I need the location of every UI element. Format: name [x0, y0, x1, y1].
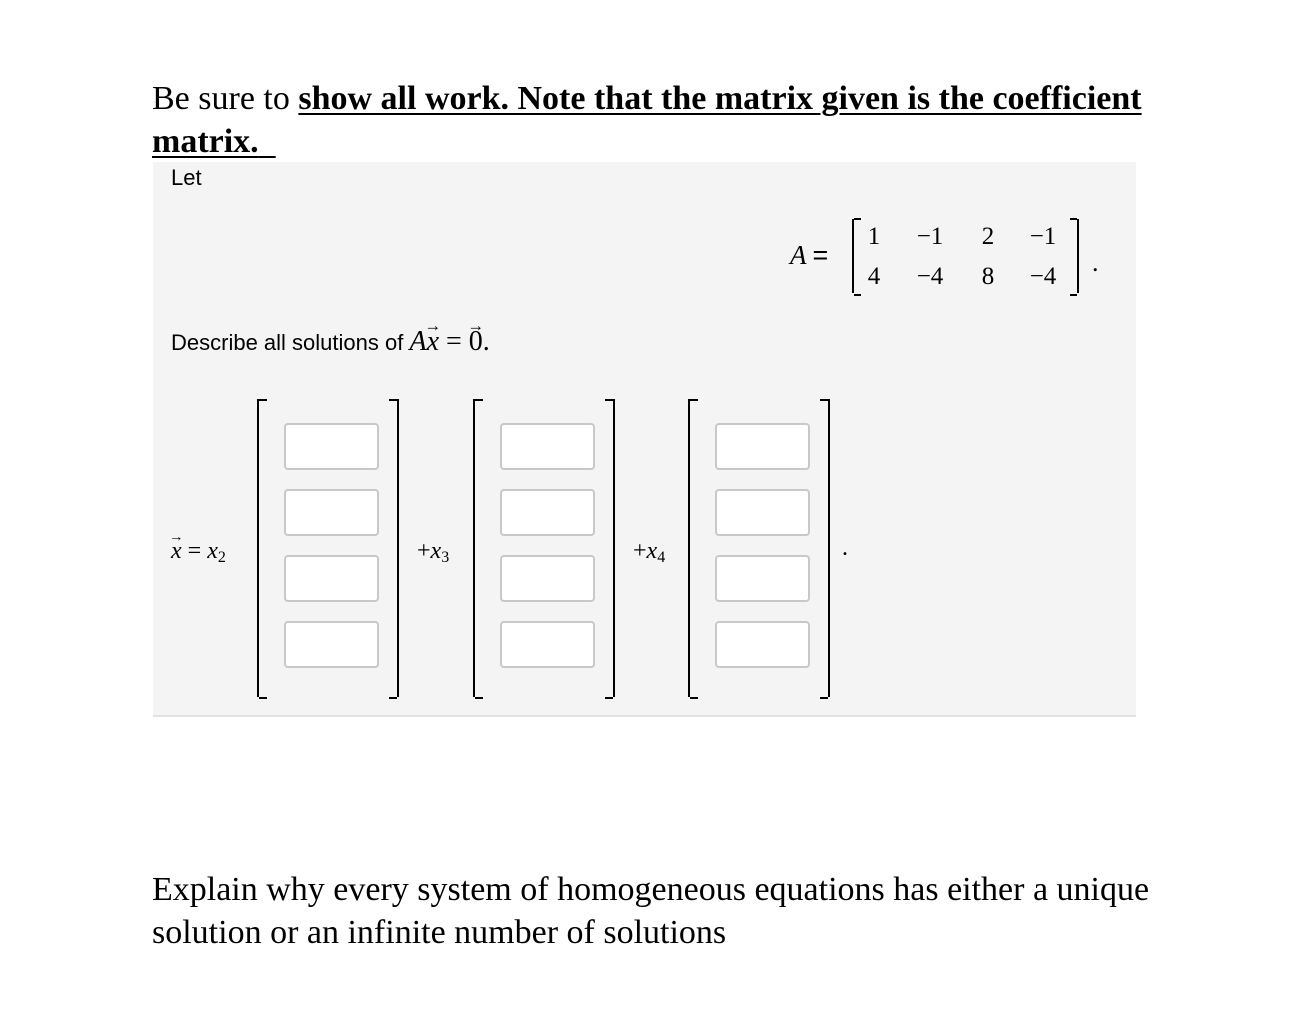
solution-vector-1: [257, 399, 399, 697]
answer-box[interactable]: [284, 555, 379, 602]
answer-box[interactable]: [500, 423, 595, 470]
matrix-cell: −4: [1029, 263, 1057, 290]
instructions-trailing-underline: [259, 123, 276, 160]
answer-box[interactable]: [715, 489, 810, 536]
matrix-cell: −4: [916, 263, 944, 290]
matrix-period: .: [1092, 248, 1099, 277]
matrix-a: [852, 219, 1079, 293]
instructions-text: Be sure to show all work. Note that the matrix given is the coefficient matrix.: [152, 80, 1142, 160]
answer-box[interactable]: [715, 621, 810, 668]
vector-x: x →: [427, 326, 439, 358]
matrix-cell: −1: [916, 223, 944, 250]
answer-box[interactable]: [284, 621, 379, 668]
plus-x4-label: $+x_4$: [633, 538, 666, 566]
describe-prompt: Describe all solutions of Ax → = 0 →.: [171, 326, 490, 358]
problem-panel: [153, 162, 1136, 717]
solution-lhs: x → = $x_2$: [171, 538, 226, 567]
matrix-name: A: [790, 240, 807, 270]
answer-box[interactable]: [284, 489, 379, 536]
explain-question: Explain why every system of homogeneous equations has either a unique solution or an infinite number of solutions: [152, 871, 1150, 951]
answer-box[interactable]: [500, 489, 595, 536]
plus-x3-label: $+x_3$: [417, 538, 450, 566]
matrix-cell: 2: [981, 223, 995, 250]
matrix-cell: 1: [867, 223, 881, 250]
answer-box[interactable]: [715, 423, 810, 470]
matrix-cell: 8: [981, 263, 995, 290]
zero-vector: 0 →: [469, 326, 483, 358]
answer-box[interactable]: [715, 555, 810, 602]
matrix-cell: −1: [1029, 223, 1057, 250]
answer-box[interactable]: [500, 555, 595, 602]
let-label: Let: [171, 165, 202, 190]
solution-vector-2: [473, 399, 615, 697]
matrix-cell: 4: [867, 263, 881, 290]
instructions-emphasis: show all work. Note that the matrix given is the coefficient matrix.: [152, 80, 1142, 160]
answer-box[interactable]: [500, 621, 595, 668]
equals-sign: =: [812, 240, 829, 270]
solution-vector-3: [688, 399, 830, 697]
answer-box[interactable]: [284, 423, 379, 470]
solution-period: .: [842, 535, 848, 561]
